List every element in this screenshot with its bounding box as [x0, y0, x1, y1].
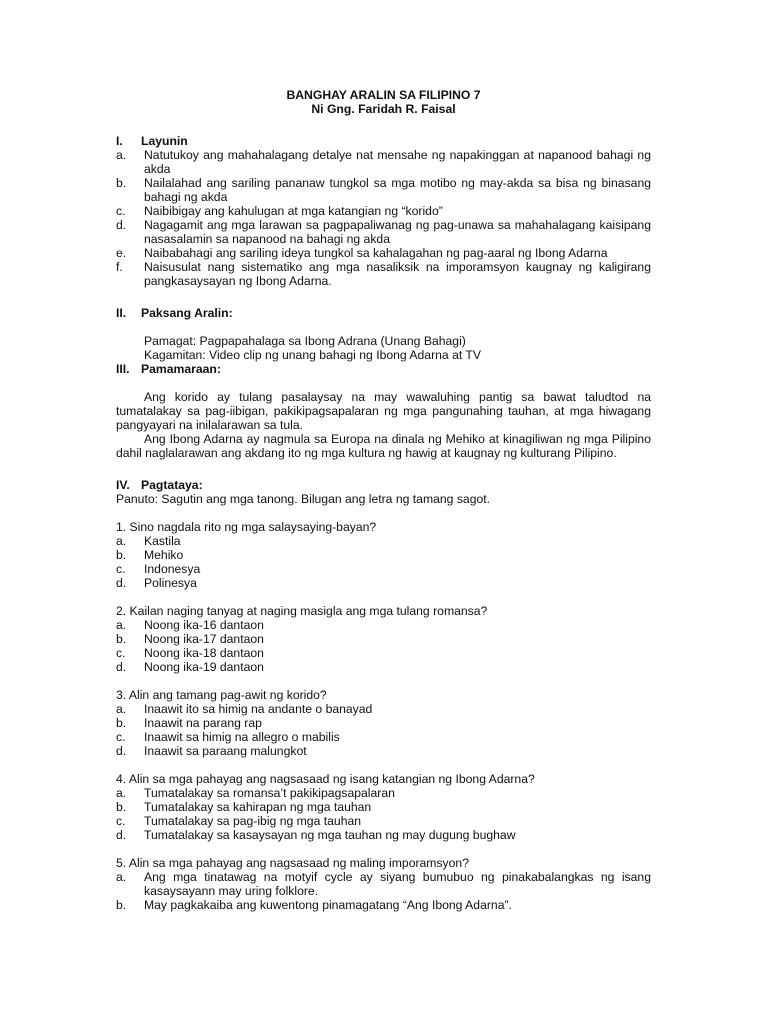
choice-label: b.: [116, 898, 127, 912]
list-item: [116, 246, 651, 260]
list-item: [116, 204, 651, 218]
choice-text: Tumatalakay sa kahirapan ng mga tauhan: [144, 800, 372, 814]
choice: [116, 632, 651, 646]
choice: [116, 660, 651, 674]
choice: [116, 800, 651, 814]
document-title: BANGHAY ARALIN SA FILIPINO 7: [286, 88, 481, 102]
list-item: [116, 148, 651, 176]
item-text: Nagagamit ang mga larawan sa pagpapaliwanag ng pag-unawa sa mahahalagang kaisipang nasasalamin sa napanood na bahagi ng akda: [144, 218, 651, 246]
item-text: Naibibigay ang kahulugan at mga katangian ng “korido”: [144, 204, 443, 218]
section-layunin-heading: [116, 134, 651, 148]
choice: [116, 576, 651, 590]
choice-text: Polinesya: [144, 576, 197, 590]
choice-label: d.: [116, 744, 127, 758]
choice-label: a.: [116, 870, 127, 884]
choice: [116, 814, 651, 828]
choice-label: c.: [116, 730, 126, 744]
section-title: Layunin: [141, 134, 188, 148]
item-label: c.: [116, 204, 126, 218]
document-author: Ni Gng. Faridah R. Faisal: [311, 102, 456, 116]
choice-text: Inaawit sa himig na allegro o mabilis: [144, 730, 340, 744]
choice-text: Kastila: [144, 534, 181, 548]
section-paksa-heading: [116, 306, 651, 320]
choice: [116, 786, 651, 800]
choice: [116, 730, 651, 744]
section-title: Pagtataya:: [141, 478, 203, 492]
choice-text: Tumatalakay sa pag-ibig ng mga tauhan: [144, 814, 362, 828]
choice: [116, 702, 651, 716]
choice-text: Inaawit na parang rap: [144, 716, 262, 730]
choice: [116, 548, 651, 562]
choice: [116, 618, 651, 632]
choice-text: Inaawit sa paraang malungkot: [144, 744, 307, 758]
item-label: e.: [116, 246, 127, 260]
item-label: a.: [116, 148, 127, 162]
choice-text: Ang mga tinatawag na motyif cycle ay siyang bumubuo ng pinakabalangkas ng isang kasaysayann may uring folklore.: [144, 870, 651, 898]
choice: [116, 828, 651, 842]
choice-label: a.: [116, 618, 127, 632]
choice-label: b.: [116, 548, 127, 562]
choice: [116, 562, 651, 576]
item-text: Nailalahad ang sariling pananaw tungkol sa mga motibo ng may-akda sa bisa ng binasang bahagi ng akda: [144, 176, 651, 204]
choice: [116, 898, 651, 912]
choice: [116, 646, 651, 660]
section-pagtataya-heading: [116, 478, 651, 492]
choice-label: d.: [116, 828, 127, 842]
choice-label: d.: [116, 576, 127, 590]
question: 5. Alin sa mga pahayag ang nagsasaad ng maling imporamsyon?: [116, 856, 469, 870]
section-number: II.: [116, 306, 127, 320]
item-text: Naibabahagi ang sariling ideya tungkol sa kahalagahan ng pag-aaral ng Ibong Adarna: [144, 246, 608, 260]
paragraph: Ang Ibong Adarna ay nagmula sa Europa na dinala ng Mehiko at kinagiliwan ng mga Pilipino dahil naglalarawan ang akdang ito ng mga kultura ng hawig at kaugnay ng kulturang Pilipino.: [116, 432, 651, 460]
choice-text: Tumatalakay sa romansa’t pakikipagsapalaran: [144, 786, 395, 800]
question: 2. Kailan naging tanyag at naging masigla ang mga tulang romansa?: [116, 604, 488, 618]
item-text: Natutukoy ang mahahalagang detalye nat mensahe ng napakinggan at napanood bahagi ng akda: [144, 148, 651, 176]
item-label: b.: [116, 176, 127, 190]
list-item: [116, 260, 651, 288]
section-number: III.: [116, 362, 130, 376]
choice: [116, 744, 651, 758]
choice-text: Noong ika-18 dantaon: [144, 646, 264, 660]
section-number: IV.: [116, 478, 130, 492]
document-body: [116, 88, 651, 912]
panuto-instructions: Panuto: Sagutin ang mga tanong. Bilugan ang letra ng tamang sagot.: [116, 492, 491, 506]
choice: [116, 534, 651, 548]
choice-text: Noong ika-16 dantaon: [144, 618, 264, 632]
choice-label: a.: [116, 534, 127, 548]
section-number: I.: [116, 134, 123, 148]
section-title: Paksang Aralin:: [141, 306, 233, 320]
choice-label: b.: [116, 800, 127, 814]
choice-label: a.: [116, 702, 127, 716]
choice: [116, 870, 651, 898]
choice-text: Inaawit ito sa himig na andante o banayad: [144, 702, 373, 716]
question: 1. Sino nagdala rito ng mga salaysaying-bayan?: [116, 520, 377, 534]
choice-label: b.: [116, 716, 127, 730]
choice: [116, 716, 651, 730]
choice-text: Mehiko: [144, 548, 184, 562]
pamagat-line: Pamagat: Pagpapahalaga sa Ibong Adrana (Unang Bahagi): [144, 334, 466, 348]
paragraph: Ang korido ay tulang pasalaysay na may wawaluhing pantig sa bawat taludtod na tumatalakay sa pag-iibigan, pakikipagsapalaran ng mga pangunahing tauhan, at mga hiwagang pangyayari na inilalarawan sa tula.: [116, 390, 651, 432]
list-item: [116, 176, 651, 204]
section-title: Pamamaraan:: [141, 362, 221, 376]
choice-label: b.: [116, 632, 127, 646]
choice-label: c.: [116, 562, 126, 576]
item-label: d.: [116, 218, 127, 232]
choice-text: Noong ika-19 dantaon: [144, 660, 264, 674]
question: 4. Alin sa mga pahayag ang nagsasaad ng isang katangian ng Ibong Adarna?: [116, 772, 535, 786]
choice-label: a.: [116, 786, 127, 800]
section-pamamaraan-heading: [116, 362, 651, 376]
question: 3. Alin ang tamang pag-awit ng korido?: [116, 688, 327, 702]
list-item: [116, 218, 651, 246]
choice-label: c.: [116, 646, 126, 660]
choice-text: May pagkakaiba ang kuwentong pinamagatang “Ang Ibong Adarna”.: [144, 898, 512, 912]
item-label: f.: [116, 260, 123, 274]
choice-label: d.: [116, 660, 127, 674]
choice-text: Tumatalakay sa kasaysayan ng mga tauhan ng may dugung bughaw: [144, 828, 516, 842]
choice-text: Indonesya: [144, 562, 201, 576]
choice-text: Noong ika-17 dantaon: [144, 632, 264, 646]
kagamitan-line: Kagamitan: Video clip ng unang bahagi ng Ibong Adarna at TV: [144, 348, 481, 362]
item-text: Naisusulat nang sistematiko ang mga nasaliksik na imporamsyon kaugnay ng kaligirang pangkasaysayan ng Ibong Adarna.: [144, 260, 651, 288]
choice-label: c.: [116, 814, 126, 828]
